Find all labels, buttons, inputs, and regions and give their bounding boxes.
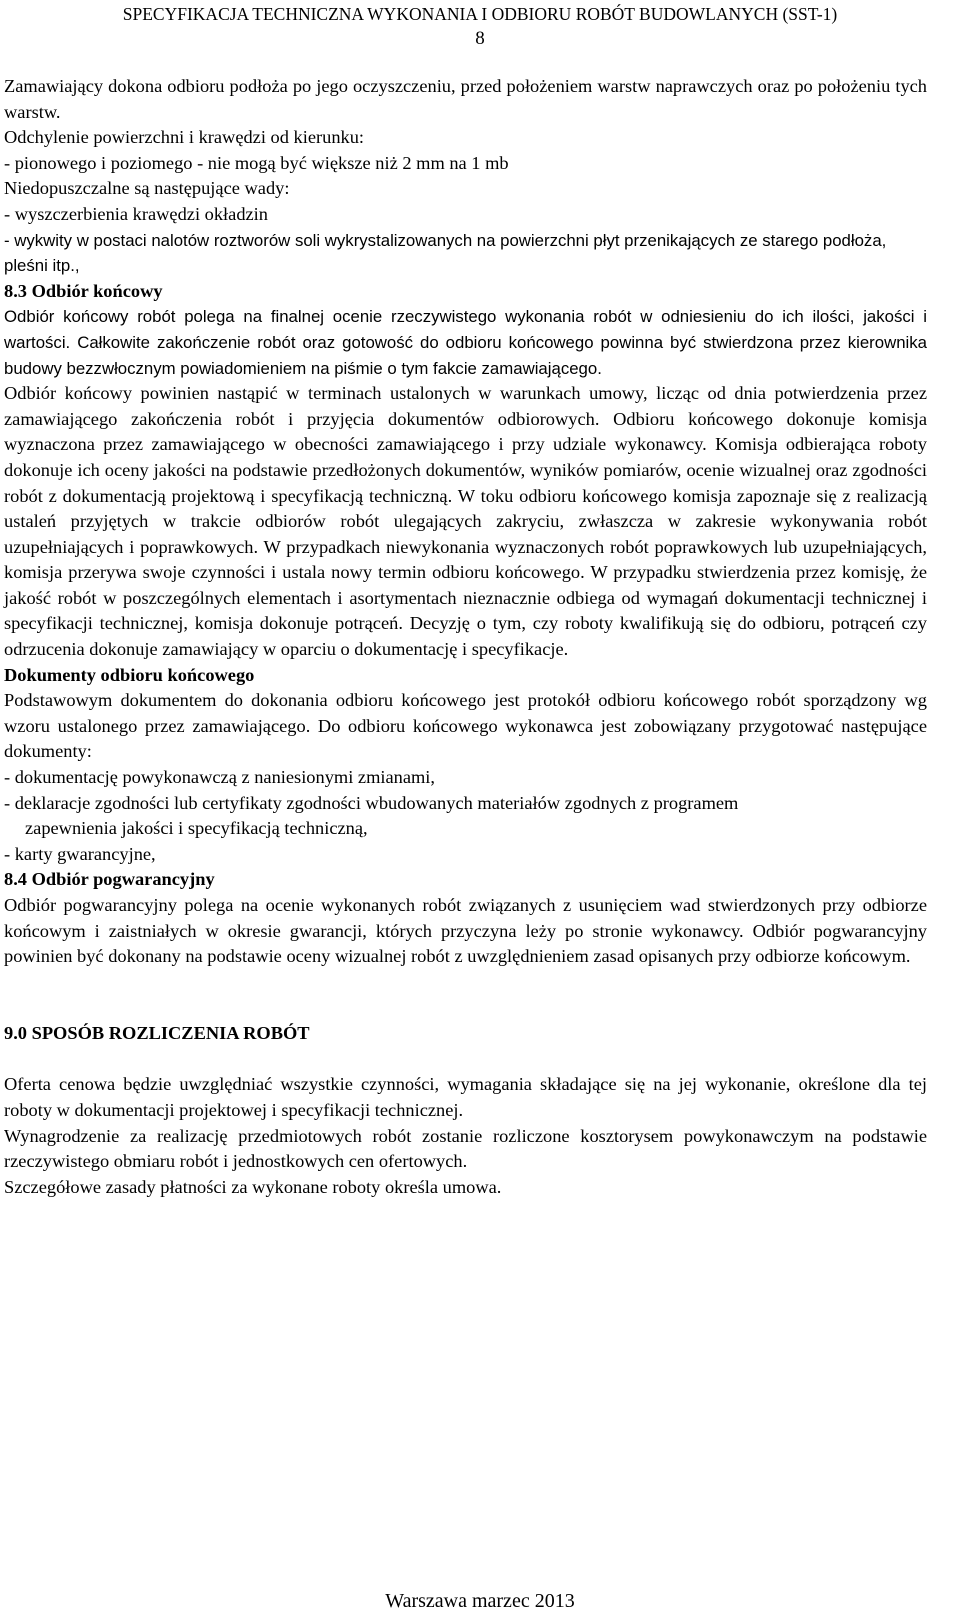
list-item-as-built-docs: - dokumentację powykonawczą z naniesionymi zmianami, xyxy=(4,767,436,788)
page-content xyxy=(4,74,927,1200)
page-header: SPECYFIKACJA TECHNICZNA WYKONANIA I ODBIORU ROBÓT BUDOWLANYCH (SST-1) xyxy=(122,4,838,24)
paragraph-remuneration: Wynagrodzenie za realizację przedmiotowych robót zostanie rozliczone kosztorysem powykonawczym na podstawie rzeczywistego obmiaru robót i jednostkowych cen ofertowych. xyxy=(4,1125,927,1172)
paragraph-final-acceptance-procedure: Odbiór końcowy powinien nastąpić w terminach ustalonych w warunkach umowy, licząc od dnia potwierdzenia przez zamawiającego zakończenia robót i przyjęcia dokumentów odbiorowych. Odbioru końcowego dokonuje komisja wyznaczona przez zamawiającego w obecności zamawiającego i przy udziale wykonawcy. Komisja odbierająca roboty dokonuje ich oceny jakości na podstawie przedłożonych dokumentów, wyników pomiarów, ocenie wizualnej oraz zgodności robót z dokumentacją projektową i specyfikacją techniczną. W toku odbioru końcowego komisja zapoznaje się z realizacją ustaleń przyjętych w trakcie odbiorów robót ulegających zakryciu, zwłaszcza w zakresie wykonywania robót uzupełniających i poprawkowych. W przypadkach niewykonania wyznaczonych robót poprawkowych lub uzupełniających, komisja przerywa swoje czynności i ustala nowy termin odbioru końcowego. W przypadku stwierdzenia przez komisję, że jakość robót w poszczególnych elementach i asortymentach nieznacznie odbiega od wymagań dokumentacji technicznej i specyfikacji technicznej, komisja dokonuje potrąceń. Decyzję o tym, czy roboty kwalifikują się do odbioru, potrąceń czy odrzucenia dokonuje zamawiający w oparciu o dokumentację i specyfikacje. xyxy=(4,383,927,660)
paragraph-substrate-acceptance: Zamawiający dokona odbioru podłoża po jego oczyszczeniu, przed położeniem warstw naprawczych oraz po położeniu tych warstw. xyxy=(4,76,927,122)
section-heading-8-4 xyxy=(4,867,927,893)
paragraph-final-protocol: Podstawowym dokumentem do dokonania odbioru końcowego jest protokół odbioru końcowego robót sporządzony wg wzoru ustalonego przez zamawiającego. Do odbioru końcowego wykonawca jest zobowiązany przygotować następujące dokumenty: xyxy=(4,690,927,762)
list-item-declarations-continued: zapewnienia jakości i specyfikacją techniczną, xyxy=(25,818,368,839)
paragraph-deviation-heading: Odchylenie powierzchni i krawędzi od kierunku: xyxy=(4,127,365,148)
paragraph-defects-heading: Niedopuszczalne są następujące wady: xyxy=(4,178,290,199)
list-item-warranty-cards: - karty gwarancyjne, xyxy=(4,843,156,864)
section-heading-8-3 xyxy=(4,279,927,305)
paragraph-price-offer: Oferta cenowa będzie uwzględniać wszystkie czynności, wymagania składające się na jej wykonanie, określone dla tej roboty w dokumentacji projektowej i specyfikacji technicznej. xyxy=(4,1074,927,1120)
section-heading-9-text: 9.0 SPOSÓB ROZLICZENIA ROBÓT xyxy=(4,1022,310,1043)
section-heading-8-4-text: 8.4 Odbiór pogwarancyjny xyxy=(4,869,215,890)
page-number: 8 xyxy=(475,28,485,49)
subheading-documents xyxy=(4,663,927,689)
subheading-documents-text: Dokumenty odbioru końcowego xyxy=(4,664,255,685)
paragraph-defect-chipping: - wyszczerbienia krawędzi okładzin xyxy=(4,203,268,224)
paragraph-final-acceptance: Odbiór końcowy robót polega na finalnej ocenie rzeczywistego wykonania robót w odniesieniu do ich ilości, jakości i wartości. Całkowite zakończenie robót oraz gotowość do odbioru końcowego powinna być stwierdzona przez kierownika budowy bezzwłocznym powiadomieniem na piśmie o tym fakcie zamawiającego. xyxy=(4,307,927,378)
page-footer: Warszawa marzec 2013 xyxy=(385,1590,575,1612)
list-item-declarations: - deklaracje zgodności lub certyfikaty zgodności wbudowanych materiałów zgodnych z programem xyxy=(4,792,739,813)
paragraph-payment-terms: Szczegółowe zasady płatności za wykonane roboty określa umowa. xyxy=(4,1176,502,1197)
section-heading-9 xyxy=(4,1021,927,1047)
paragraph-deviation-limit: - pionowego i poziomego - nie mogą być większe niż 2 mm na 1 mb xyxy=(4,152,509,173)
paragraph-defect-efflorescence: - wykwity w postaci nalotów roztworów soli wykrystalizowanych na powierzchni płyt przenikających ze starego podłoża, pleśni itp., xyxy=(4,230,887,276)
section-heading-8-3-text: 8.3 Odbiór końcowy xyxy=(4,280,163,301)
paragraph-post-warranty: Odbiór pogwarancyjny polega na ocenie wykonanych robót związanych z usunięciem wad stwierdzonych przy odbiorze końcowym i zaistniałych w okresie gwarancji, których przyczyna leży po stronie wykonawcy. Odbiór pogwarancyjny powinien być dokonany na podstawie oceny wizualnej robót z uwzględnieniem zasad opisanych przy odbiorze końcowym. xyxy=(4,895,927,967)
